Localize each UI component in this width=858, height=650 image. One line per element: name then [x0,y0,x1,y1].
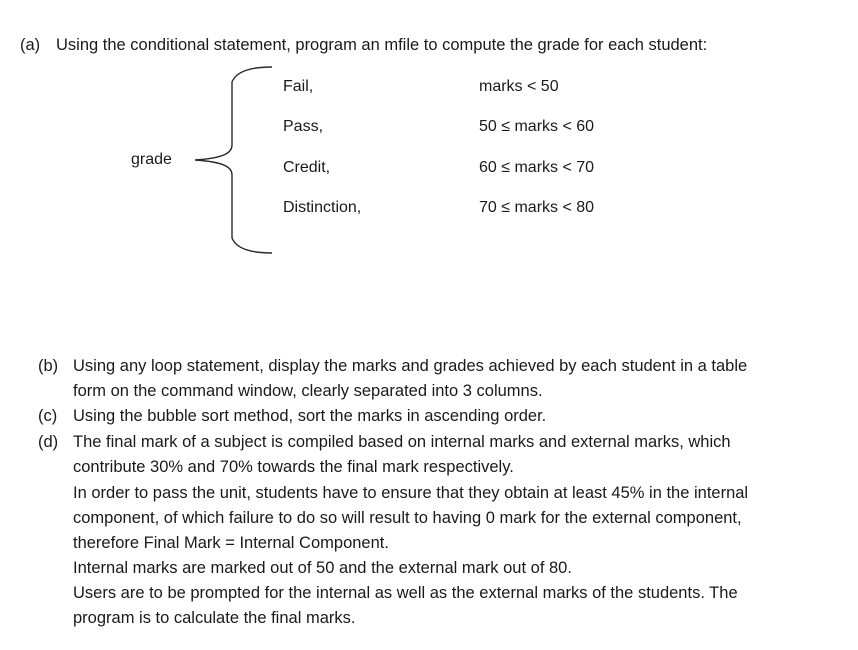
grade-variable-label: grade [131,151,172,168]
case-credit-condition: 60 ≤ marks < 70 [479,159,595,176]
part-c-marker: (c) [38,407,58,425]
case-distinction-condition: 70 ≤ marks < 80 [479,199,595,216]
part-d-marker: (d) [38,433,59,451]
part-a-marker: (a) [20,36,41,54]
part-b-line-1: Using any loop statement, display the marks and grades achieved by each student in a table [73,357,748,375]
part-b-marker: (b) [38,357,59,375]
case-pass-grade: Pass, [283,118,324,135]
part-b-line-2: form on the command window, clearly separated into 3 columns. [73,382,543,400]
part-d-line-6: Internal marks are marked out of 50 and the external mark out of 80. [73,559,572,577]
case-credit-grade: Credit, [283,159,331,176]
case-distinction-grade: Distinction, [283,199,362,216]
part-c-line-1: Using the bubble sort method, sort the marks in ascending order. [73,407,547,425]
case-fail-condition: marks < 50 [479,78,559,95]
case-pass-condition: 50 ≤ marks < 60 [479,118,595,135]
part-d-line-8: program is to calculate the final marks. [73,609,356,627]
part-d-line-2: contribute 30% and 70% towards the final mark respectively. [73,458,514,476]
part-a-question: Using the conditional statement, program an mfile to compute the grade for each student: [56,36,708,54]
part-d-line-7: Users are to be prompted for the internal as well as the external marks of the students. The [73,584,738,602]
part-d-line-3: In order to pass the unit, students have to ensure that they obtain at least 45% in the internal [73,484,749,502]
part-d-line-5: therefore Final Mark = Internal Component. [73,534,389,552]
part-d-line-1: The final mark of a subject is compiled based on internal marks and external marks, which [73,433,731,451]
case-fail-grade: Fail, [283,78,314,95]
part-d-line-4: component, of which failure to do so will result to having 0 mark for the external component, [73,509,742,527]
